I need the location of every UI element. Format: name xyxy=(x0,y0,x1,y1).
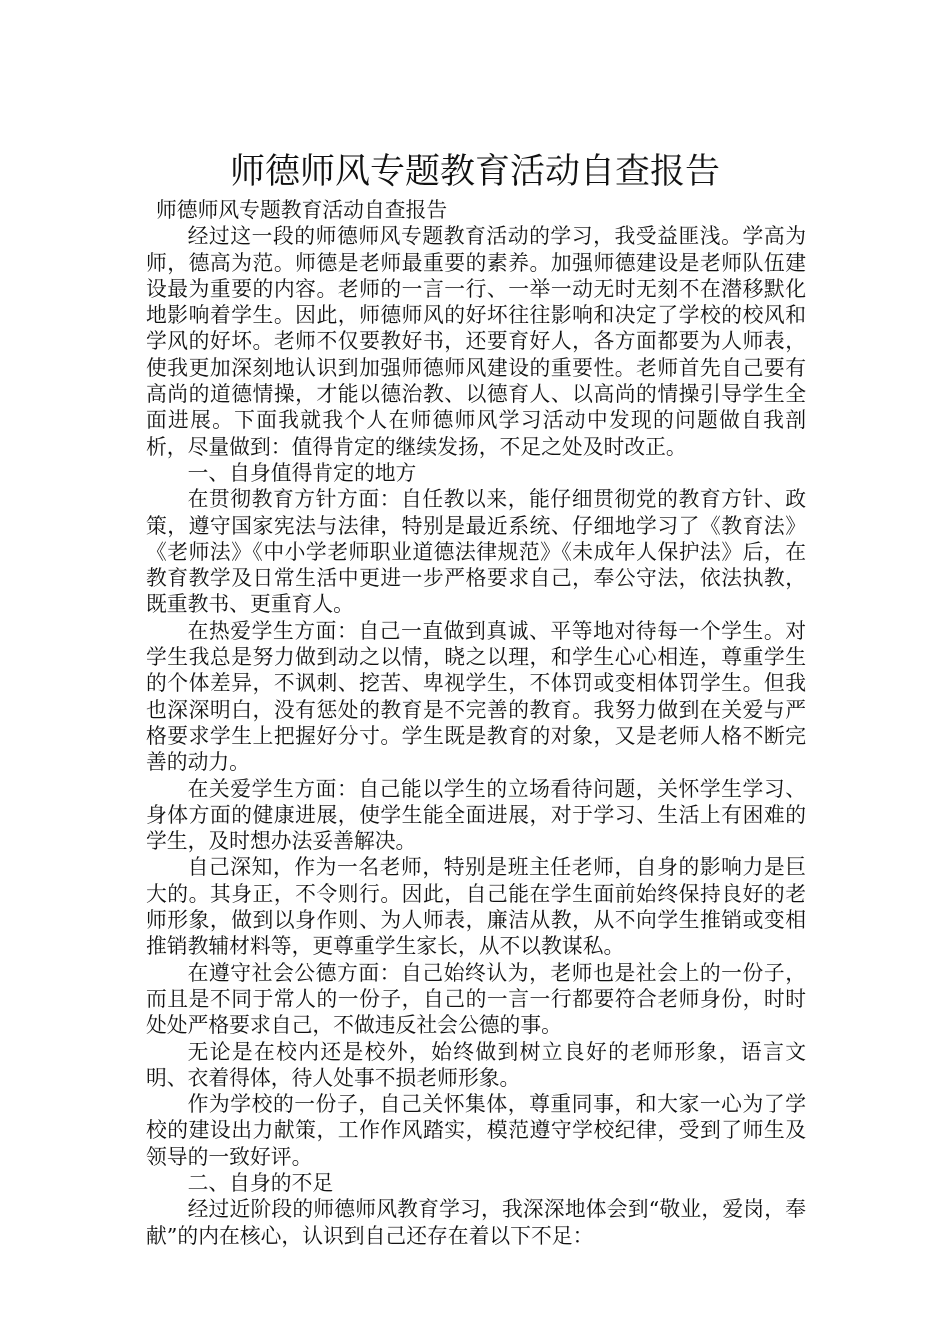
paragraph-social-morality: 在遵守社会公德方面：自己始终认为，老师也是社会上的一份子，而且是不同于常人的一份子，自己的一言一行都要符合老师身份，时时处处严格要求自己，不做违反社会公德的事。 xyxy=(146,960,806,1038)
document-subtitle: 师德师风专题教育活动自查报告 xyxy=(156,198,448,222)
paragraph-self-image: 自己深知，作为一名老师，特别是班主任老师，自身的影响力是巨大的。其身正，不令则行。因此，自己能在学生面前始终保持良好的老师形象，做到以身作则、为人师表，廉洁从教，从不向学生推销或变相推销教辅材料等，更尊重学生家长，从不以教谋私。 xyxy=(146,855,806,959)
paragraph-intro: 经过这一段的师德师风专题教育活动的学习，我受益匪浅。学高为师，德高为范。师德是老师最重要的素养。加强师德建设是老师队伍建设最为重要的内容。老师的一言一行、一举一动无时无刻不在潜移默化地影响着学生。因此，师德师风的好坏往往影响和决定了学校的校风和学风的好坏。老师不仅要教好书，还要育好人，各方面都要为人师表，使我更加深刻地认识到加强师德师风建设的重要性。老师首先自己要有高尚的道德情操，才能以德治教、以德育人、以高尚的情操引导学生全面进展。下面我就我个人在师德师风学习活动中发现的问题做自我剖析，尽量做到：值得肯定的继续发扬，不足之处及时改正。 xyxy=(146,224,806,459)
paragraph-love-students: 在热爱学生方面：自己一直做到真诚、平等地对待每一个学生。对学生我总是努力做到动之以情，晓之以理，和学生心心相连，尊重学生的个体差异，不讽刺、挖苦、卑视学生，不体罚或变相体罚学生。但我也深深明白，没有惩处的教育是不完善的教育。我努力做到在关爱与严格要求学生上把握好分寸。学生既是教育的对象，又是老师人格不断完善的动力。 xyxy=(146,618,806,775)
section-heading-strengths: 一、自身值得肯定的地方 xyxy=(187,460,417,485)
paragraph-conduct: 无论是在校内还是校外，始终做到树立良好的老师形象，语言文明、衣着得体，待人处事不损老师形象。 xyxy=(146,1039,806,1090)
document-body xyxy=(146,197,806,1249)
paragraph-collective: 作为学校的一份子，自己关怀集体，尊重同事，和大家一心为了学校的建设出力献策，工作作风踏实，模范遵守学校纪律，受到了师生及领导的一致好评。 xyxy=(146,1092,806,1169)
paragraph-education-policy: 在贯彻教育方针方面：自任教以来，能仔细贯彻党的教育方针、政策，遵守国家宪法与法律，特别是最近系统、仔细地学习了《教育法》《老师法》《中小学老师职业道德法律规范》《未成年人保护法》后，在教育教学及日常生活中更进一步严格要求自己，奉公守法，依法执教，既重教书、更重育人。 xyxy=(146,487,806,617)
section-heading-shortcomings: 二、自身的不足 xyxy=(187,1170,334,1195)
document-title: 师德师风专题教育活动自查报告 xyxy=(229,152,720,193)
paragraph-care-students: 在关爱学生方面：自己能以学生的立场看待问题，关怀学生学习、身体方面的健康进展，使学生能全面进展，对于学习、生活上有困难的学生，及时想办法妥善解决。 xyxy=(146,776,806,854)
paragraph-reflection: 经过近阶段的师德师风教育学习，我深深地体会到“敬业，爱岗，奉献”的内在核心，认识到自己还存在着以下不足： xyxy=(146,1197,806,1248)
